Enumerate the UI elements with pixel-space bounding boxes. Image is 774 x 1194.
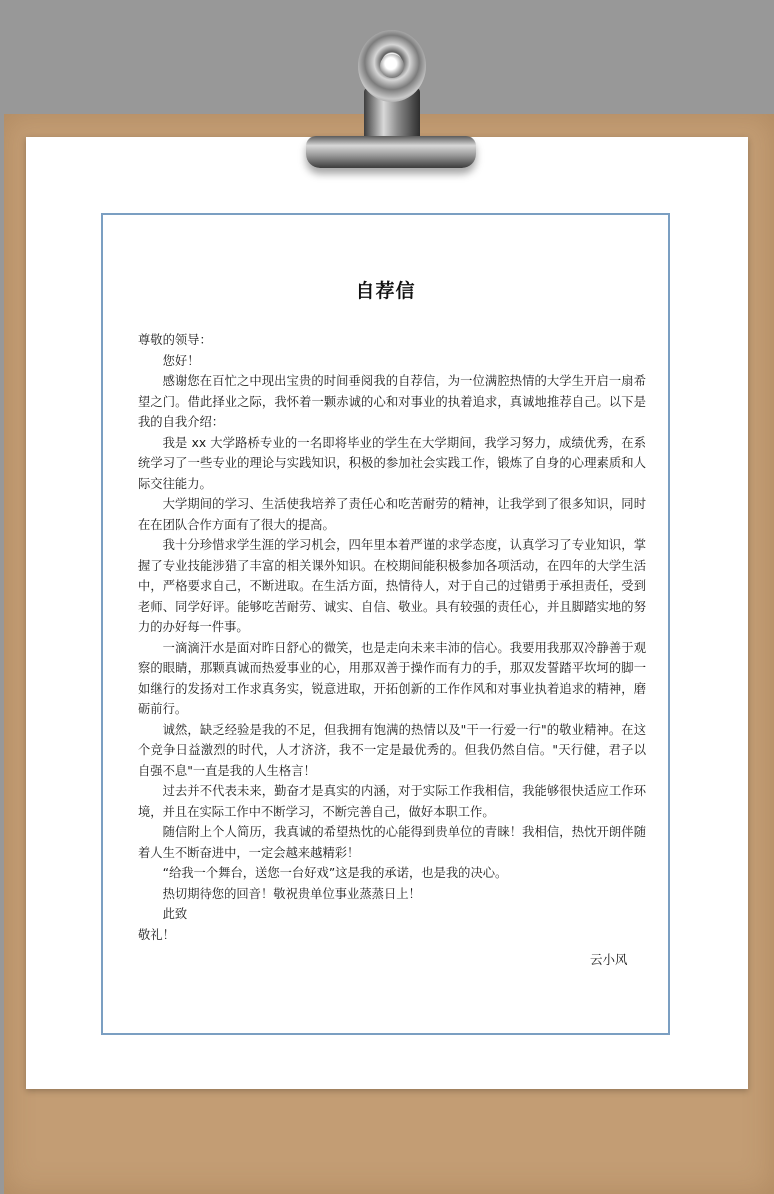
closing-line: 此致: [162, 907, 188, 921]
letter-body: [138, 330, 646, 945]
paragraph: 我十分珍惜求学生涯的学习机会，四年里本着严谨的求学态度，认真学习了专业知识，掌握了专业技能涉猎了丰富的相关课外知识。在校期间能积极参加各项活动，在四年的大学生活中，严格要求自己，不断进取。在生活方面，热情待人，对于自己的过错勇于承担责任，受到老师、同学好评。能够吃苦耐劳、诚实、自信、敬业。具有较强的责任心，并且脚踏实地的努力的办好每一件事。: [138, 538, 646, 634]
paragraph: 热切期待您的回音！敬祝贵单位事业蒸蒸日上！: [162, 886, 421, 901]
letter-title: 自荐信: [355, 280, 416, 302]
paragraph: 诚然，缺乏经验是我的不足，但我拥有饱满的热情以及"干一行爱一行"的敬业精神。在这个竞争日益激烈的时代，人才济济，我不一定是最优秀的。但我仍然自信。"天行健，君子以自强不息"一直是我的人生格言！: [138, 722, 646, 778]
clip-base: [306, 136, 476, 168]
paragraph: 感谢您在百忙之中现出宝贵的时间垂阅我的自荐信，为一位满腔热情的大学生开启一扇希望之门。借此择业之际，我怀着一颗赤诚的心和对事业的执着追求，真诚地推荐自己。以下是我的自我介绍：: [138, 374, 646, 429]
paragraph: 过去并不代表未来，勤奋才是真实的内涵，对于实际工作我相信，我能够很快适应工作环境，并且在实际工作中不断学习，不断完善自己，做好本职工作。: [138, 784, 646, 819]
paragraph: 您好！: [162, 353, 200, 368]
clip-hole: [380, 54, 404, 78]
signature: 云小风: [590, 952, 628, 967]
salutation: 尊敬的领导：: [138, 333, 212, 347]
paragraph: 随信附上个人简历，我真诚的希望热忱的心能得到贵单位的青睐！我相信，热忱开朗伴随着人生不断奋进中，一定会越来越精彩！: [138, 825, 646, 860]
paragraph: “给我一个舞台，送您一台好戏”这是我的承诺，也是我的决心。: [162, 866, 508, 880]
closing: 敬礼！: [138, 927, 175, 942]
binder-clip-icon: [0, 0, 774, 190]
paragraph: 大学期间的学习、生活使我培养了责任心和吃苦耐劳的精神，让我学到了很多知识，同时在在团队合作方面有了很大的提高。: [138, 497, 646, 532]
paragraph: 一滴滴汗水是面对昨日舒心的微笑，也是走向未来丰沛的信心。我要用我那双冷静善于观察的眼睛，那颗真诚而热爱事业的心，用那双善于操作而有力的手，那双发誓踏平坎坷的脚一如继行的发扬对工作求真务实，锐意进取，开拓创新的工作作风和对事业执着追求的精神，磨砺前行。: [138, 640, 646, 716]
paragraph: 我是 xx 大学路桥专业的一名即将毕业的学生在大学期间，我学习努力，成绩优秀，在系统学习了一些专业的理论与实践知识，积极的参加社会实践工作，锻炼了自身的心理素质和人际交往能力。: [138, 435, 646, 491]
